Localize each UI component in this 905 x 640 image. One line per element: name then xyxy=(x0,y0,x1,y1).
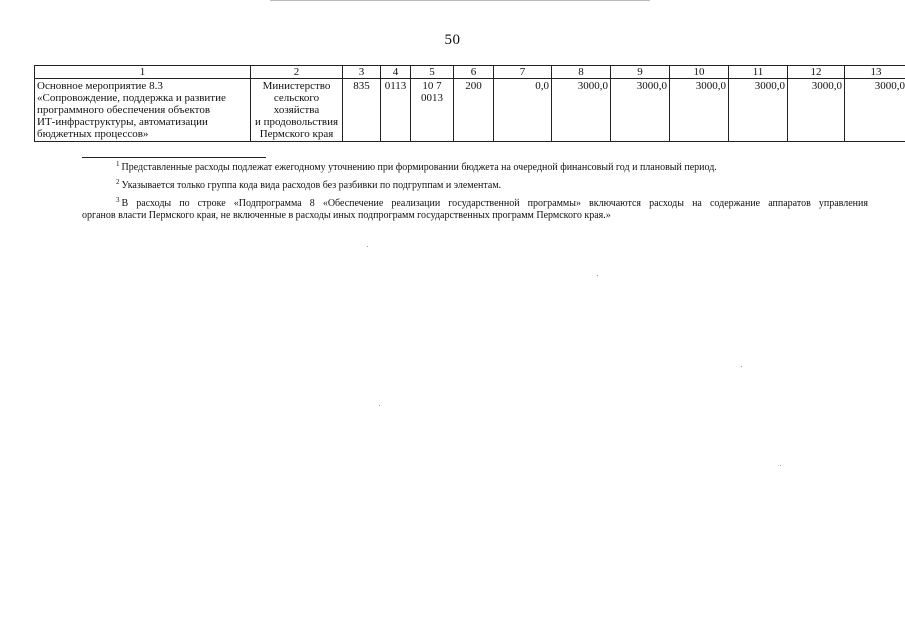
activity-name-line: бюджетных процессов» xyxy=(37,128,149,140)
header-cell-1: 1 xyxy=(35,66,251,79)
footnote-2-text: Указывается только группа кода вида расходов без разбивки по подгруппам и элементам. xyxy=(121,180,502,191)
scan-speck xyxy=(741,366,742,367)
scan-top-edge xyxy=(270,0,650,1)
header-cell-3: 3 xyxy=(343,66,381,79)
value-cell-9: 3000,0 xyxy=(611,79,670,142)
scan-speck xyxy=(597,275,598,276)
csr-cell xyxy=(411,79,454,142)
value-cell-13: 3000,0 xyxy=(845,79,905,142)
header-cell-13: 13 xyxy=(845,66,905,79)
header-cell-12: 12 xyxy=(788,66,845,79)
grbs-cell: 835 xyxy=(343,79,381,142)
table-header-row xyxy=(35,66,905,79)
footnote-3 xyxy=(82,194,868,222)
header-cell-6: 6 xyxy=(454,66,494,79)
page-number: 50 xyxy=(444,32,461,48)
activity-name-cell xyxy=(35,79,251,142)
footnote-3-line-1-text: В расходы по строке «Подпрограмма 8 «Обеспечение реализации государственной программы» включаются расходы на содержание аппаратов управления xyxy=(121,198,868,209)
csr-line: 0013 xyxy=(421,92,443,104)
activity-name-line: «Сопровождение, поддержка и развитие xyxy=(37,92,226,104)
header-cell-2: 2 xyxy=(251,66,343,79)
footnote-1-text: Представленные расходы подлежат ежегодному уточнению при формировании бюджета на очередной финансовый год и плановый период. xyxy=(121,162,717,173)
footnote-2-mark: 2 xyxy=(116,178,120,186)
scan-speck xyxy=(780,465,781,466)
scan-speck xyxy=(379,405,380,406)
header-cell-7: 7 xyxy=(494,66,552,79)
footnote-2 xyxy=(82,176,868,192)
footnote-3-mark: 3 xyxy=(116,196,120,204)
footnote-3-line-1 xyxy=(82,194,868,210)
value-cell-11: 3000,0 xyxy=(729,79,788,142)
value-cell-10: 3000,0 xyxy=(670,79,729,142)
footnote-1 xyxy=(82,157,717,174)
activity-name-line: Основное мероприятие 8.3 xyxy=(37,80,163,92)
header-cell-5: 5 xyxy=(411,66,454,79)
value-cell-7: 0,0 xyxy=(494,79,552,142)
footnote-3-line-2: органов власти Пермского края, не включенные в расходы иных подпрограмм государственных программ Пермского края.» xyxy=(82,210,611,221)
scan-speck xyxy=(367,246,368,247)
table-row xyxy=(35,79,905,142)
executor-line: Пермского края xyxy=(259,128,334,140)
footnotes xyxy=(82,157,868,224)
executor-cell xyxy=(251,79,343,142)
executor-line: сельского xyxy=(273,92,320,104)
header-cell-8: 8 xyxy=(552,66,611,79)
header-cell-10: 10 xyxy=(670,66,729,79)
footnote-1-mark: 1 xyxy=(116,160,120,168)
executor-line: хозяйства xyxy=(273,104,320,116)
activity-name-line: программного обеспечения объектов xyxy=(37,104,211,116)
header-cell-11: 11 xyxy=(729,66,788,79)
value-cell-8: 3000,0 xyxy=(552,79,611,142)
rzpr-cell: 0113 xyxy=(381,79,411,142)
executor-line: Министерство xyxy=(262,80,331,92)
value-cell-12: 3000,0 xyxy=(788,79,845,142)
budget-table xyxy=(34,65,905,142)
csr-line: 10 7 xyxy=(422,80,442,92)
header-cell-4: 4 xyxy=(381,66,411,79)
header-cell-9: 9 xyxy=(611,66,670,79)
executor-line: и продовольствия xyxy=(254,116,339,128)
vr-cell: 200 xyxy=(454,79,494,142)
activity-name-line: ИТ-инфраструктуры, автоматизации xyxy=(37,116,208,128)
